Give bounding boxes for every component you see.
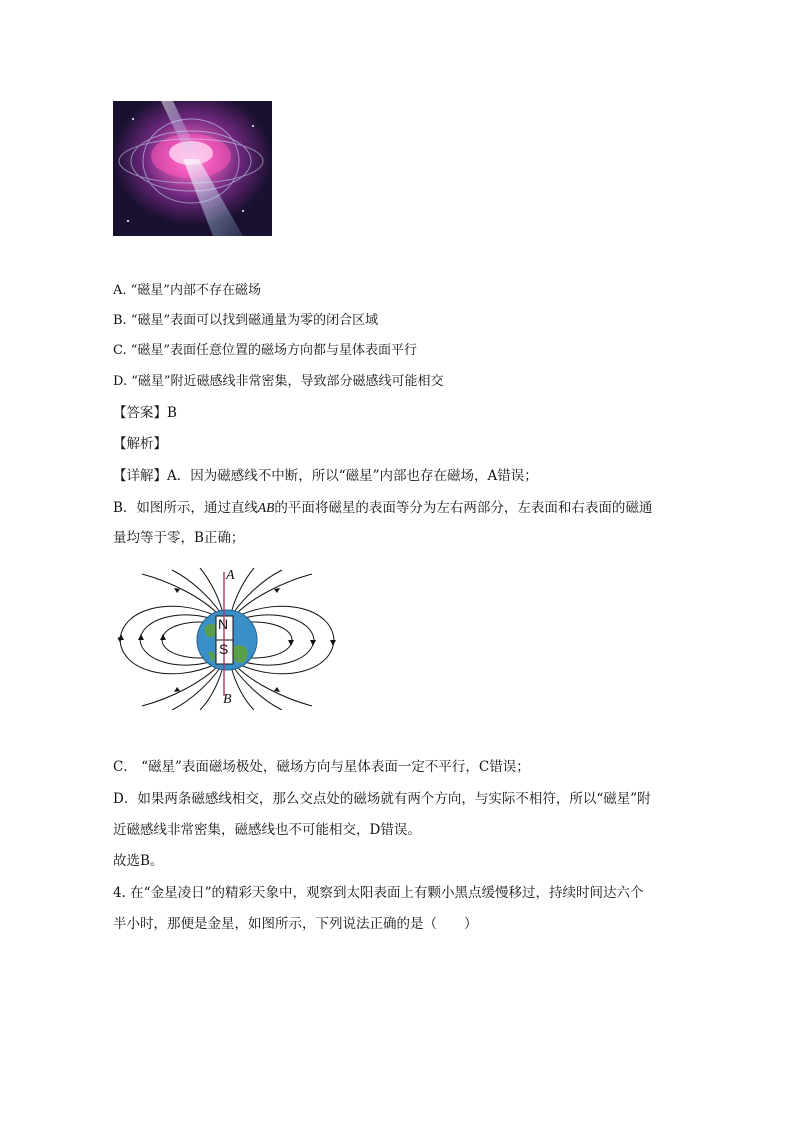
magnetar-image <box>113 101 272 236</box>
conclusion: 故选B。 <box>113 853 164 869</box>
magnet-north-label: N <box>218 616 229 632</box>
option-d: D. “磁星”附近磁感线非常密集，导致部分磁感线可能相交 <box>113 374 444 389</box>
option-b: B. “磁星”表面可以找到磁通量为零的闭合区域 <box>113 313 379 328</box>
detail-b-pre: B．如图所示，通过直线 <box>113 500 258 516</box>
detail-b-post: 的平面将磁星的表面等分为左右两部分，左表面和右表面的磁通 <box>274 500 653 516</box>
option-a: A. “磁星”内部不存在磁场 <box>113 283 261 298</box>
detail-a-line <box>113 466 538 486</box>
detail-b-ab: AB <box>257 500 275 515</box>
question4-line1: 4. 在“金星凌日”的精彩天象中，观察到太阳表面上有颗小黑点缓慢移过，持续时间达六个 <box>113 885 644 901</box>
diagram-label-b: B <box>223 692 232 707</box>
magnetic-field-diagram <box>112 568 342 710</box>
magnet-south-label: S <box>219 641 229 657</box>
answer-value: B <box>167 405 177 421</box>
detail-c: C． “磁星”表面磁场极处，磁场方向与星体表面一定不平行，C错误； <box>113 759 530 775</box>
question4-line2: 半小时，那便是金星，如图所示，下列说法正确的是（ ） <box>113 916 478 932</box>
detail-d-line1: D．如果两条磁感线相交，那么交点处的磁场就有两个方向，与实际不相符，所以“磁星”附 <box>113 791 651 807</box>
answer-line <box>113 403 177 423</box>
detail-d-line2: 近磁感线非常密集，磁感线也不可能相交，D错误。 <box>113 822 421 838</box>
option-c: C. “磁星”表面任意位置的磁场方向都与星体表面平行 <box>113 343 418 358</box>
answer-label: 【答案】 <box>113 405 167 421</box>
detail-label: 【详解】 <box>113 468 167 484</box>
diagram-label-a: A <box>226 568 235 583</box>
detail-b-line2: 量均等于零，B正确； <box>113 530 245 546</box>
detail-b-line1 <box>113 498 652 518</box>
analysis-label: 【解析】 <box>113 436 167 452</box>
detail-a: A．因为磁感线不中断，所以“磁星”内部也存在磁场，A错误； <box>167 468 538 484</box>
